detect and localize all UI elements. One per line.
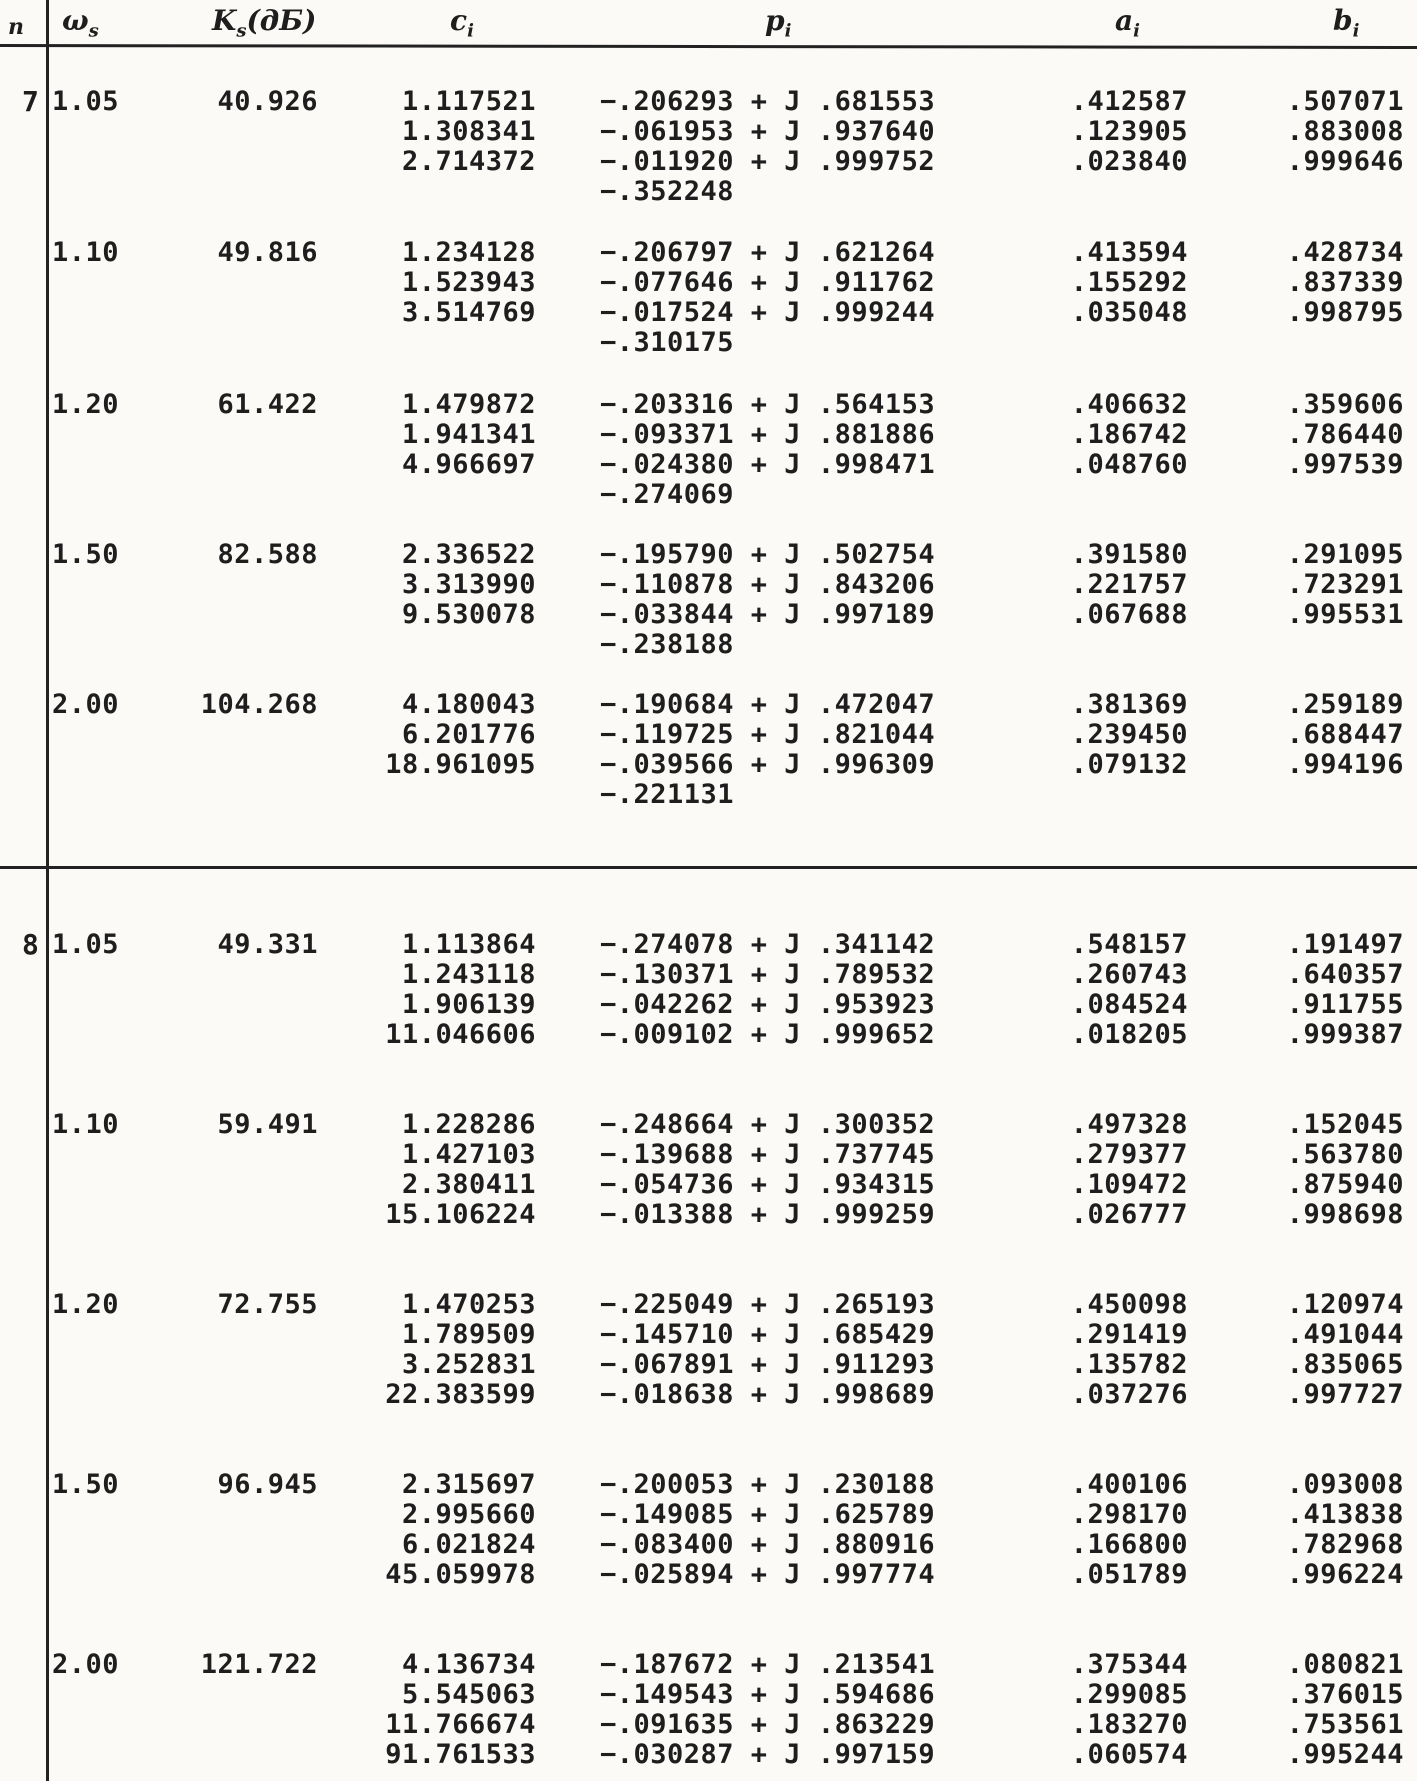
c-column-cell: [385, 1650, 536, 1770]
a-value: .400106: [1070, 1469, 1188, 1500]
p-value: −.030287 + J .997159: [600, 1739, 936, 1770]
a-value: .123905: [1070, 116, 1188, 147]
c-value: 1.228286: [401, 1109, 536, 1140]
b-value: .997539: [1286, 449, 1404, 480]
b-column-cell: [1287, 1650, 1404, 1770]
p-value: −.025894 + J .997774: [600, 1559, 936, 1590]
p-value: −.195790 + J .502754: [600, 539, 936, 570]
c-value: 6.021824: [401, 1529, 536, 1560]
c-value: 2.336522: [401, 539, 536, 570]
ks-cell: 72.755: [217, 1289, 318, 1320]
b-value: .995244: [1286, 1739, 1404, 1770]
a-value: .067688: [1070, 599, 1188, 630]
c-value: 5.545063: [401, 1679, 536, 1710]
c-value: 4.136734: [401, 1649, 536, 1680]
c-value: 11.766674: [385, 1709, 536, 1740]
b-value: .688447: [1286, 719, 1404, 750]
header-n: [8, 14, 24, 40]
a-column-cell: [1071, 1110, 1188, 1230]
a-value: .497328: [1070, 1109, 1188, 1140]
b-value: .413838: [1286, 1499, 1404, 1530]
a-value: .109472: [1070, 1169, 1188, 1200]
a-column-cell: [1071, 238, 1188, 328]
b-value: .080821: [1286, 1649, 1404, 1680]
header-p: [765, 4, 791, 42]
b-value: .875940: [1286, 1169, 1404, 1200]
ks-cell: 82.588: [217, 539, 318, 570]
a-value: .023840: [1070, 146, 1188, 177]
b-column-cell: [1287, 238, 1404, 328]
a-column-cell: [1071, 390, 1188, 480]
b-value: .782968: [1286, 1529, 1404, 1560]
a-value: .026777: [1070, 1199, 1188, 1230]
b-value: .997727: [1286, 1379, 1404, 1410]
c-value: 3.313990: [401, 569, 536, 600]
header-ws-symbol: ω: [62, 4, 89, 37]
c-value: 1.479872: [401, 389, 536, 420]
p-value: −.011920 + J .999752: [600, 146, 936, 177]
c-value: 3.252831: [401, 1349, 536, 1380]
p-value: −.093371 + J .881886: [600, 419, 936, 450]
b-value: .640357: [1286, 959, 1404, 990]
header-a-symbol: a: [1115, 4, 1134, 37]
b-column-cell: [1287, 1110, 1404, 1230]
p-value: −.009102 + J .999652: [600, 1019, 936, 1050]
p-value: −.067891 + J .911293: [600, 1349, 936, 1380]
p-value: −.139688 + J .737745: [600, 1139, 936, 1170]
header-rule: [0, 44, 1417, 49]
p-value: −.119725 + J .821044: [600, 719, 936, 750]
c-column-cell: [385, 930, 536, 1050]
c-value: 2.714372: [401, 146, 536, 177]
a-value: .155292: [1070, 267, 1188, 298]
a-column-cell: [1071, 540, 1188, 630]
c-value: 91.761533: [385, 1739, 536, 1770]
c-value: 1.941341: [401, 419, 536, 450]
a-value: .406632: [1070, 389, 1188, 420]
a-value: .291419: [1070, 1319, 1188, 1350]
a-value: .183270: [1070, 1709, 1188, 1740]
b-column-cell: [1287, 1290, 1404, 1410]
c-value: 2.995660: [401, 1499, 536, 1530]
p-value: −.145710 + J .685429: [600, 1319, 936, 1350]
ws-cell: 1.05: [52, 86, 120, 117]
c-value: 2.315697: [401, 1469, 536, 1500]
c-value: 1.234128: [401, 237, 536, 268]
b-value: .911755: [1286, 989, 1404, 1020]
p-value: −.077646 + J .911762: [600, 267, 936, 298]
c-value: 1.308341: [401, 116, 536, 147]
a-value: .391580: [1070, 539, 1188, 570]
group-separator-rule: [0, 866, 1417, 869]
c-column-cell: [402, 238, 536, 328]
p-column-cell: [600, 238, 935, 358]
c-column-cell: [385, 1290, 536, 1410]
c-value: 1.523943: [401, 267, 536, 298]
header-b-sub: i: [1352, 20, 1360, 42]
a-value: .548157: [1070, 929, 1188, 960]
a-column-cell: [1071, 1290, 1188, 1410]
b-value: .786440: [1286, 419, 1404, 450]
p-value: −.042262 + J .953923: [600, 989, 936, 1020]
b-value: .999646: [1286, 146, 1404, 177]
p-value: −.149085 + J .625789: [600, 1499, 936, 1530]
b-value: .259189: [1286, 689, 1404, 720]
header-p-symbol: p: [765, 4, 785, 37]
b-value: .883008: [1286, 116, 1404, 147]
header-c: [450, 4, 474, 42]
a-value: .381369: [1070, 689, 1188, 720]
c-value: 4.966697: [401, 449, 536, 480]
b-value: .998795: [1286, 297, 1404, 328]
c-value: 1.906139: [401, 989, 536, 1020]
p-column-cell: [600, 1470, 935, 1590]
c-value: 9.530078: [401, 599, 536, 630]
p-value: −.200053 + J .230188: [600, 1469, 936, 1500]
order-n-cell: 7: [22, 85, 40, 118]
p-value: −.206293 + J .681553: [600, 86, 936, 117]
c-value: 18.961095: [385, 749, 536, 780]
c-column-cell: [385, 690, 536, 780]
header-p-sub: i: [784, 20, 792, 42]
a-value: .166800: [1070, 1529, 1188, 1560]
c-value: 4.180043: [401, 689, 536, 720]
a-value: .018205: [1070, 1019, 1188, 1050]
p-column-cell: [600, 1290, 935, 1410]
a-value: .298170: [1070, 1499, 1188, 1530]
p-value: −.190684 + J .472047: [600, 689, 936, 720]
b-value: .996224: [1286, 1559, 1404, 1590]
a-value: .084524: [1070, 989, 1188, 1020]
b-value: .152045: [1286, 1109, 1404, 1140]
b-value: .507071: [1286, 86, 1404, 117]
header-a-sub: i: [1133, 20, 1140, 42]
ws-cell: 1.50: [52, 1469, 120, 1500]
a-column-cell: [1071, 1470, 1188, 1590]
p-value: −.017524 + J .999244: [600, 297, 936, 328]
p-column-cell: [600, 87, 935, 207]
p-value: −.013388 + J .999259: [600, 1199, 936, 1230]
b-value: .999387: [1286, 1019, 1404, 1050]
p-value: −.110878 + J .843206: [600, 569, 936, 600]
c-value: 6.201776: [401, 719, 536, 750]
header-c-symbol: c: [450, 4, 468, 37]
p-value: −.061953 + J .937640: [600, 116, 936, 147]
c-value: 45.059978: [385, 1559, 536, 1590]
c-value: 1.470253: [401, 1289, 536, 1320]
c-value: 1.427103: [401, 1139, 536, 1170]
ks-cell: 96.945: [217, 1469, 318, 1500]
b-column-cell: [1287, 87, 1404, 177]
ks-cell: 49.331: [217, 929, 318, 960]
p-value: −.248664 + J .300352: [600, 1109, 936, 1140]
header-ks-symbol: K: [212, 4, 237, 37]
a-value: .239450: [1070, 719, 1188, 750]
a-value: .035048: [1070, 297, 1188, 328]
p-value: −.225049 + J .265193: [600, 1289, 936, 1320]
header-ks-sub: s: [236, 20, 247, 42]
c-value: 1.117521: [401, 86, 536, 117]
p-column-cell: [600, 390, 935, 510]
a-value: .060574: [1070, 1739, 1188, 1770]
p-column-cell: [600, 540, 935, 660]
b-column-cell: [1287, 540, 1404, 630]
header-b: [1333, 4, 1359, 42]
b-value: .428734: [1286, 237, 1404, 268]
c-value: 1.113864: [401, 929, 536, 960]
ws-cell: 1.20: [52, 389, 120, 420]
header-ks-unit: (дБ): [246, 4, 317, 37]
ws-cell: 1.50: [52, 539, 120, 570]
a-value: .048760: [1070, 449, 1188, 480]
p-value: −.310175: [600, 327, 735, 358]
ws-cell: 1.10: [52, 1109, 120, 1140]
a-value: .079132: [1070, 749, 1188, 780]
b-value: .291095: [1286, 539, 1404, 570]
ws-cell: 1.05: [52, 929, 120, 960]
a-value: .279377: [1070, 1139, 1188, 1170]
b-column-cell: [1287, 690, 1404, 780]
a-value: .051789: [1070, 1559, 1188, 1590]
c-value: 22.383599: [385, 1379, 536, 1410]
b-column-cell: [1287, 1470, 1404, 1590]
header-n-label: n: [8, 14, 24, 40]
c-column-cell: [385, 1470, 536, 1590]
p-value: −.054736 + J .934315: [600, 1169, 936, 1200]
header-c-sub: i: [467, 20, 474, 42]
b-value: .994196: [1286, 749, 1404, 780]
a-value: .260743: [1070, 959, 1188, 990]
p-value: −.024380 + J .998471: [600, 449, 936, 480]
b-value: .837339: [1286, 267, 1404, 298]
ks-cell: 61.422: [217, 389, 318, 420]
a-value: .221757: [1070, 569, 1188, 600]
a-value: .037276: [1070, 1379, 1188, 1410]
a-column-cell: [1071, 690, 1188, 780]
p-value: −.130371 + J .789532: [600, 959, 936, 990]
ks-cell: 49.816: [217, 237, 318, 268]
c-column-cell: [402, 390, 536, 480]
header-ws-sub: s: [88, 20, 99, 42]
c-value: 3.514769: [401, 297, 536, 328]
b-value: .995531: [1286, 599, 1404, 630]
c-value: 1.789509: [401, 1319, 536, 1350]
a-value: .135782: [1070, 1349, 1188, 1380]
b-value: .191497: [1286, 929, 1404, 960]
ws-cell: 1.20: [52, 1289, 120, 1320]
a-column-cell: [1071, 87, 1188, 177]
b-column-cell: [1287, 930, 1404, 1050]
header-ks: [212, 4, 316, 42]
p-value: −.083400 + J .880916: [600, 1529, 936, 1560]
p-value: −.149543 + J .594686: [600, 1679, 936, 1710]
b-value: .563780: [1286, 1139, 1404, 1170]
a-value: .299085: [1070, 1679, 1188, 1710]
ks-cell: 104.268: [200, 689, 318, 720]
b-value: .998698: [1286, 1199, 1404, 1230]
b-value: .835065: [1286, 1349, 1404, 1380]
p-value: −.187672 + J .213541: [600, 1649, 936, 1680]
p-value: −.238188: [600, 629, 735, 660]
p-value: −.033844 + J .997189: [600, 599, 936, 630]
b-value: .376015: [1286, 1679, 1404, 1710]
p-value: −.206797 + J .621264: [600, 237, 936, 268]
header-ws: [62, 4, 99, 42]
a-column-cell: [1071, 1650, 1188, 1770]
c-column-cell: [402, 87, 536, 177]
b-value: .359606: [1286, 389, 1404, 420]
ks-cell: 59.491: [217, 1109, 318, 1140]
ws-cell: 2.00: [52, 1649, 120, 1680]
b-value: .753561: [1286, 1709, 1404, 1740]
ws-cell: 2.00: [52, 689, 120, 720]
a-column-cell: [1071, 930, 1188, 1050]
ws-cell: 1.10: [52, 237, 120, 268]
p-value: −.018638 + J .998689: [600, 1379, 936, 1410]
a-value: .186742: [1070, 419, 1188, 450]
n-column-rule: [46, 0, 49, 1781]
p-value: −.221131: [600, 779, 735, 810]
p-value: −.091635 + J .863229: [600, 1709, 936, 1740]
c-value: 15.106224: [385, 1199, 536, 1230]
b-value: .120974: [1286, 1289, 1404, 1320]
p-value: −.274078 + J .341142: [600, 929, 936, 960]
b-value: .093008: [1286, 1469, 1404, 1500]
p-column-cell: [600, 1650, 935, 1770]
c-column-cell: [385, 1110, 536, 1230]
b-value: .723291: [1286, 569, 1404, 600]
p-column-cell: [600, 930, 935, 1050]
p-column-cell: [600, 1110, 935, 1230]
p-value: −.352248: [600, 176, 735, 207]
b-value: .491044: [1286, 1319, 1404, 1350]
a-value: .450098: [1070, 1289, 1188, 1320]
c-value: 1.243118: [401, 959, 536, 990]
a-value: .413594: [1070, 237, 1188, 268]
a-value: .412587: [1070, 86, 1188, 117]
a-value: .375344: [1070, 1649, 1188, 1680]
order-n-cell: 8: [22, 928, 40, 961]
header-b-symbol: b: [1333, 4, 1353, 37]
ks-cell: 121.722: [200, 1649, 318, 1680]
p-column-cell: [600, 690, 935, 810]
p-value: −.203316 + J .564153: [600, 389, 936, 420]
p-value: −.274069: [600, 479, 735, 510]
b-column-cell: [1287, 390, 1404, 480]
c-column-cell: [402, 540, 536, 630]
c-value: 11.046606: [385, 1019, 536, 1050]
header-a: [1115, 4, 1140, 42]
p-value: −.039566 + J .996309: [600, 749, 936, 780]
c-value: 2.380411: [401, 1169, 536, 1200]
ks-cell: 40.926: [217, 86, 318, 117]
